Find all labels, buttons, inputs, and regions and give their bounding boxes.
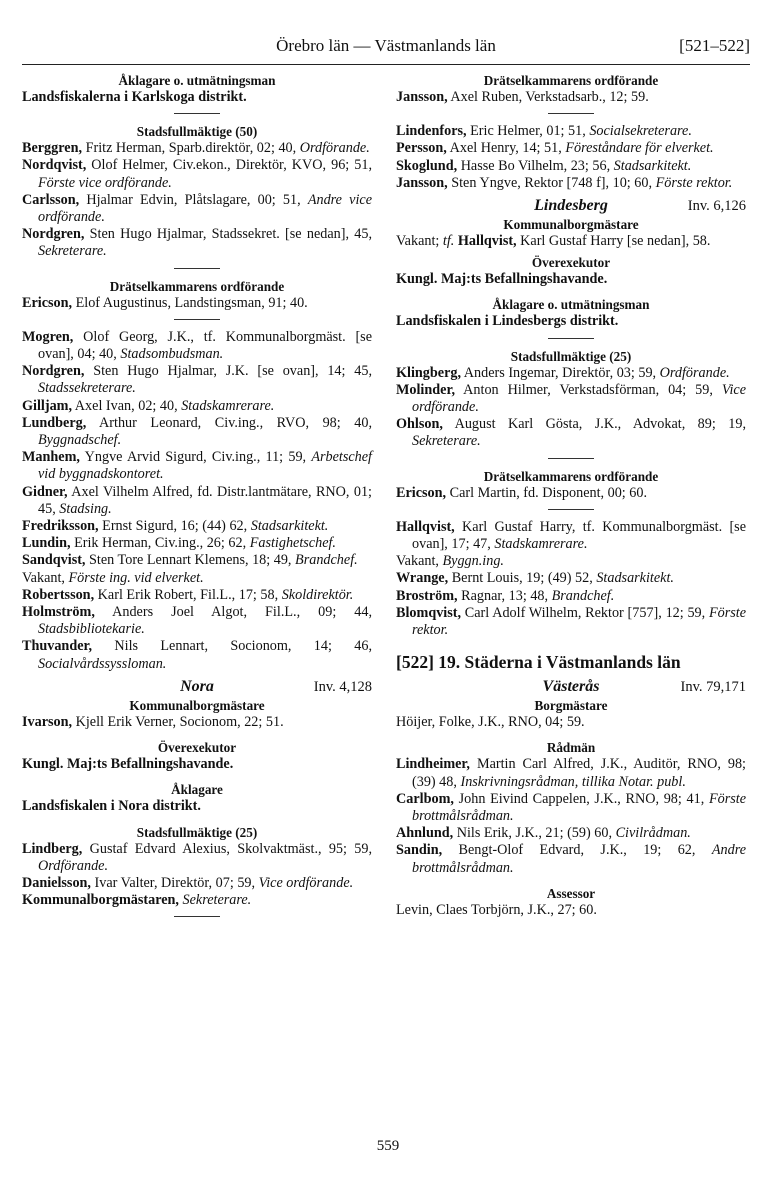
assessor-list <box>396 902 746 919</box>
list-item <box>22 714 372 731</box>
entry-role: Byggn.ing. <box>442 553 504 570</box>
list-item <box>22 363 372 397</box>
entry-name: Lindberg, <box>22 840 83 857</box>
finance-chair-list <box>22 295 372 312</box>
entry-details: Kjell Erik Verner, Socionom, 22; 51. <box>72 713 284 730</box>
list-item <box>22 587 372 604</box>
entry-role: Inskrivningsrådman, tillika Notar. publ. <box>460 773 686 790</box>
entry-name: Ericson, <box>396 484 447 501</box>
right-column <box>396 72 746 919</box>
entry-name: Wrange, <box>396 570 449 587</box>
entry-role: Förste rektor. <box>655 174 733 191</box>
entry-details: Elof Augustinus, Landstingsman, 91; 40. <box>72 294 308 311</box>
entry-role: Byggnadschef. <box>38 432 122 449</box>
entry-details: Bernt Louis, 19; (49) 52, <box>448 570 597 587</box>
entry-name: Mogren, <box>22 328 74 345</box>
entry-details: Karl Gustaf Harry [se nedan], 58. <box>516 233 711 250</box>
list-item <box>396 158 746 175</box>
entry-details: Bengt-Olof Edvard, J.K., 19; 62, <box>442 842 712 859</box>
prosecutor-text: Landsfiskalen i Nora distrikt. <box>22 798 201 815</box>
entry-details: Nils Lennart, Socionom, 14; 46, <box>92 638 372 655</box>
entry-details: Olof Georg, J.K., tf. Kommunalborgmäst. [se ovan], 04; 40, <box>38 328 372 363</box>
finance-chair-heading: Drätselkammarens ordförande <box>483 468 659 484</box>
entry-details: Anders Joel Algot, Fil.L., 09; 44, <box>94 604 372 621</box>
entry-role: Stadsbibliotekarie. <box>38 621 145 638</box>
list-item <box>396 89 746 106</box>
page-number: 559 <box>376 1138 400 1154</box>
entry-details: Höijer, Folke, J.K., RNO, 04; 59. <box>396 714 585 731</box>
entry-name: Lundberg, <box>22 414 87 431</box>
entry-name: Robertsson, <box>22 586 95 603</box>
entry-role: Skoldirektör. <box>281 586 354 603</box>
mayor-heading: Kommunalborgmästare <box>129 697 265 713</box>
finance-chair-heading: Drätselkammarens ordförande <box>483 73 659 88</box>
list-item <box>396 553 746 570</box>
entry-role: Förste ing. vid elverket. <box>68 569 204 586</box>
list-item <box>22 449 372 483</box>
prosecutor-heading: Åklagare o. utmätningsman <box>118 73 276 88</box>
entry-name: Molinder, <box>396 381 455 398</box>
entry-details: Olof Helmer, Civ.ekon., Direktör, KVO, 96; 51, <box>86 157 372 174</box>
entry-name: Jansson, <box>396 174 448 191</box>
entry-name: Klingberg, <box>396 364 462 381</box>
entry-role: Andre brottmålsrådman. <box>412 842 746 876</box>
entry-name: Nordgren, <box>22 363 85 380</box>
divider <box>174 268 220 269</box>
divider <box>548 113 594 114</box>
list-item <box>22 226 372 260</box>
entry-name: Carlsson, <box>22 191 80 208</box>
entry-name: Nordqvist, <box>22 157 87 174</box>
entry-name: Gidner, <box>22 483 68 500</box>
entry-role: Arbetschef vid byggnadskontoret. <box>38 449 372 483</box>
entry-details: Eric Helmer, 01; 51, <box>466 123 590 140</box>
list-item <box>22 398 372 415</box>
entry-role: Brandchef. <box>551 587 615 604</box>
entry-details: Hasse Bo Vilhelm, 23; 56, <box>457 157 614 174</box>
entry-details: Ivar Valter, Direktör, 07; 59, <box>90 874 259 891</box>
entry-role: Förste brottmålsrådman. <box>412 790 746 825</box>
entry-details: Axel Ivan, 02; 40, <box>72 397 182 414</box>
entry-role: Sekreterare. <box>412 433 481 450</box>
entry-details: Karl Erik Robert, Fil.L., 17; 58, <box>94 586 282 603</box>
divider <box>548 458 594 459</box>
list-item <box>396 791 746 825</box>
entry-name: Persson, <box>396 140 447 157</box>
entry-details: Carl Martin, fd. Disponent, 00; 60. <box>446 484 648 501</box>
councillors-list <box>396 756 746 876</box>
list-item <box>22 518 372 535</box>
entry-role: Fastighetschef. <box>249 535 336 552</box>
entry-role: Stadsarkitekt. <box>613 157 692 174</box>
prosecutor-text: Landsfiskalerna i Karlskoga distrikt. <box>22 89 247 105</box>
executor-text: Kungl. Maj:ts Befallningshavande. <box>396 271 608 288</box>
mayor-heading: Kommunalborgmästare <box>503 217 639 233</box>
entry-role: Andre vice ordförande. <box>38 191 372 226</box>
list-item <box>396 485 746 502</box>
running-title: Örebro län — Västmanlands län <box>276 36 496 55</box>
list-item <box>396 570 746 587</box>
officials-list <box>396 519 746 639</box>
council-list <box>22 841 372 910</box>
mayor-list <box>396 714 746 731</box>
entry-details: Sten Yngve, Rektor [748 f], 10; 60, <box>447 174 656 191</box>
entry-name: Nordgren, <box>22 226 85 243</box>
council-heading: Stadsfullmäktige (25) <box>510 348 632 364</box>
entry-role: Stadsing. <box>59 500 112 517</box>
entry-details: Gustaf Edvard Alexius, Skolvaktmäst., 95; 59, <box>82 840 372 857</box>
entry-role: Stadskamrerare. <box>181 397 275 414</box>
town-row-nora <box>22 677 372 697</box>
entry-role: Sekreterare. <box>38 243 107 260</box>
list-item <box>396 123 746 140</box>
section-heading <box>396 651 746 673</box>
list-item <box>396 842 746 876</box>
entry-role: Stadsombudsman. <box>120 346 224 363</box>
list-item <box>22 638 372 672</box>
entry-name: Gilljam, <box>22 397 73 414</box>
list-item <box>396 902 746 919</box>
list-item <box>396 756 746 790</box>
entry-name: Holmström, <box>22 604 95 621</box>
entry-details: Axel Henry, 14; 51, <box>446 140 566 157</box>
entry-name: Kommunalborgmästaren, <box>22 892 179 909</box>
mayor-list <box>22 714 372 731</box>
divider <box>548 509 594 510</box>
entry-name: Lundin, <box>22 535 71 552</box>
officials-list <box>22 329 372 673</box>
town-name: Nora <box>180 677 214 695</box>
running-header <box>22 34 750 62</box>
entry-name: Thuvander, <box>22 638 93 655</box>
mayor-heading: Borgmästare <box>534 698 608 714</box>
entry-name: Broström, <box>396 587 458 604</box>
entry-role: Stadsarkitekt. <box>596 570 674 587</box>
list-item <box>22 535 372 552</box>
entry-details: Karl Gustaf Harry, tf. Kommunalborgmäst. [se ovan], 17; 47, <box>412 518 746 553</box>
entry-name: Ivarson, <box>22 713 73 730</box>
finance-chair-list <box>396 89 746 106</box>
entry-details: Sten Hugo Hjalmar, Stadssekret. [se nedan], 45, <box>84 226 372 243</box>
entry-role: Vice ordförande. <box>258 874 354 891</box>
entry-details: Nils Erik, J.K., 21; (59) 60, <box>453 825 616 842</box>
prosecutor-text: Landsfiskalen i Lindesbergs distrikt. <box>396 313 619 330</box>
councillors-heading: Rådmän <box>546 740 596 756</box>
list-item <box>22 295 372 312</box>
assessor-heading: Assessor <box>546 885 596 901</box>
list-item <box>396 519 746 553</box>
town-name: Lindesberg <box>534 197 608 215</box>
entry-name: Lindenfors, <box>396 123 467 140</box>
entry-details: August Karl Gösta, J.K., Advokat, 89; 19, <box>442 416 746 433</box>
list-item <box>22 484 372 518</box>
executor-heading: Överexekutor <box>157 740 237 756</box>
entry-details: Ragnar, 13; 48, <box>457 587 552 604</box>
town-row-vasteras <box>396 677 746 697</box>
entry-details: Arthur Leonard, Civ.ing., RVO, 98; 40, <box>86 414 372 431</box>
entry-details: Anton Hilmer, Verkstadsförman, 04; 59, <box>455 381 722 398</box>
entry-details: Sten Tore Lennart Klemens, 18; 49, <box>85 552 296 569</box>
entry-details: Axel Ruben, Verkstadsarb., 12; 59. <box>447 89 649 105</box>
entry-details: Yngve Arvid Sigurd, Civ.ing., 11; 59, <box>79 449 312 466</box>
list-item <box>22 415 372 449</box>
entry-role: Civilrådman. <box>615 825 691 842</box>
entry-role: Föreståndare för elverket. <box>565 140 714 157</box>
list-item <box>22 329 372 363</box>
entry-name: Hallqvist, <box>396 518 455 535</box>
entry-name: Sandin, <box>396 842 443 859</box>
entry-name: Jansson, <box>396 89 448 105</box>
divider <box>174 916 220 917</box>
officials-list <box>396 123 746 192</box>
entry-role: Stadskamrerare. <box>494 536 588 553</box>
entry-details: Martin Carl Alfred, J.K., Auditör, RNO, 98; (39) 48, <box>412 756 746 790</box>
entry-name: Hallqvist, <box>454 233 517 250</box>
entry-role: Socialvårdssyssloman. <box>38 655 167 672</box>
list-item <box>396 382 746 416</box>
entry-details: Fritz Herman, Sparb.direktör, 02; 40, <box>82 140 300 157</box>
section-number: [522] <box>396 652 434 673</box>
list-item <box>396 588 746 605</box>
entry-details: Vakant, <box>22 569 69 586</box>
list-item <box>22 140 372 157</box>
entry-details: John Eivind Cappelen, J.K., RNO, 98; 41, <box>453 790 709 807</box>
list-item <box>396 365 746 382</box>
list-item <box>22 570 372 587</box>
entry-name: Sandqvist, <box>22 552 86 569</box>
entry-role: Förste rektor. <box>412 604 746 639</box>
entry-details: Sten Hugo Hjalmar, J.K. [se ovan], 14; 45, <box>84 363 372 380</box>
entry-details: Anders Ingemar, Direktör, 03; 59, <box>461 364 660 381</box>
list-item <box>396 416 746 450</box>
council-list <box>396 365 746 451</box>
list-item <box>396 825 746 842</box>
entry-name: Ericson, <box>22 294 73 311</box>
entry-name: Fredriksson, <box>22 518 99 535</box>
list-item <box>22 157 372 191</box>
list-item <box>22 875 372 892</box>
prosecutor-heading: Åklagare o. utmätningsman <box>492 297 650 313</box>
entry-details: Axel Vilhelm Alfred, fd. Distr.lantmätare, RNO, 01; 45, <box>38 483 372 517</box>
town-name: Västerås <box>542 678 600 696</box>
entry-details: Carl Adolf Wilhelm, Rektor [757], 12; 59, <box>461 604 709 621</box>
divider <box>548 338 594 339</box>
acting-mark: tf. <box>442 233 455 250</box>
town-row-lindesberg <box>396 196 746 216</box>
entry-name: Blomqvist, <box>396 604 462 621</box>
page-range: [521–522] <box>679 36 750 55</box>
entry-details: Levin, Claes Torbjörn, J.K., 27; 60. <box>396 901 597 918</box>
town-inhabitants: Inv. 79,171 <box>680 679 746 696</box>
entry-name: Ohlson, <box>396 416 443 433</box>
entry-role: Vice ordförande. <box>412 381 746 416</box>
council-list <box>22 140 372 260</box>
divider <box>174 113 220 114</box>
list-item <box>22 604 372 638</box>
list-item <box>22 841 372 875</box>
finance-chair-heading: Drätselkammarens ordförande <box>109 278 285 294</box>
list-item <box>396 605 746 639</box>
entry-name: Ahnlund, <box>396 825 454 842</box>
list-item <box>396 140 746 157</box>
header-rule <box>22 64 750 65</box>
entry-details: Hjalmar Edvin, Plåtslagare, 00; 51, <box>79 191 308 208</box>
entry-name: Danielsson, <box>22 874 91 891</box>
list-item <box>396 175 746 192</box>
entry-name: Manhem, <box>22 449 80 466</box>
town-inhabitants: Inv. 6,126 <box>687 198 746 215</box>
entry-role: Förste vice ordförande. <box>38 174 172 191</box>
entry-name: Berggren, <box>22 140 83 157</box>
entry-details: Vakant, <box>396 553 443 570</box>
entry-details: Ernst Sigurd, 16; (44) 62, <box>98 518 251 535</box>
entry-role: Stadsarkitekt. <box>250 518 329 535</box>
entry-role: Ordförande. <box>659 364 730 381</box>
list-item <box>22 892 372 909</box>
executor-heading: Överexekutor <box>531 255 611 271</box>
council-heading: Stadsfullmäktige (25) <box>136 824 258 840</box>
entry-role: Brandchef. <box>295 552 358 569</box>
entry-name: Lindheimer, <box>396 756 470 773</box>
list-item <box>22 192 372 226</box>
entry-details: Erik Herman, Civ.ing., 26; 62, <box>70 535 250 552</box>
list-item <box>22 552 372 569</box>
entry-role: Sekreterare. <box>182 892 252 909</box>
entry-name: Skoglund, <box>396 157 458 174</box>
entry-role: Stadssekreterare. <box>38 380 136 397</box>
entry-role: Ordförande. <box>299 140 370 157</box>
entry-name: Carlbom, <box>396 790 454 807</box>
entry-role: Ordförande. <box>38 857 109 874</box>
section-title: 19. Städerna i Västmanlands län <box>433 652 681 673</box>
list-item <box>396 714 746 731</box>
prosecutor-heading: Åklagare <box>171 782 223 798</box>
mayor-entry <box>396 233 746 250</box>
council-heading: Stadsfullmäktige (50) <box>136 124 258 140</box>
left-column <box>22 72 372 926</box>
town-inhabitants: Inv. 4,128 <box>313 678 372 695</box>
finance-chair-list <box>396 485 746 502</box>
executor-text: Kungl. Maj:ts Befallningshavande. <box>22 756 234 773</box>
divider <box>174 319 220 320</box>
entry-role: Socialsekreterare. <box>589 123 692 140</box>
vacancy-text: Vakant; <box>396 233 443 250</box>
